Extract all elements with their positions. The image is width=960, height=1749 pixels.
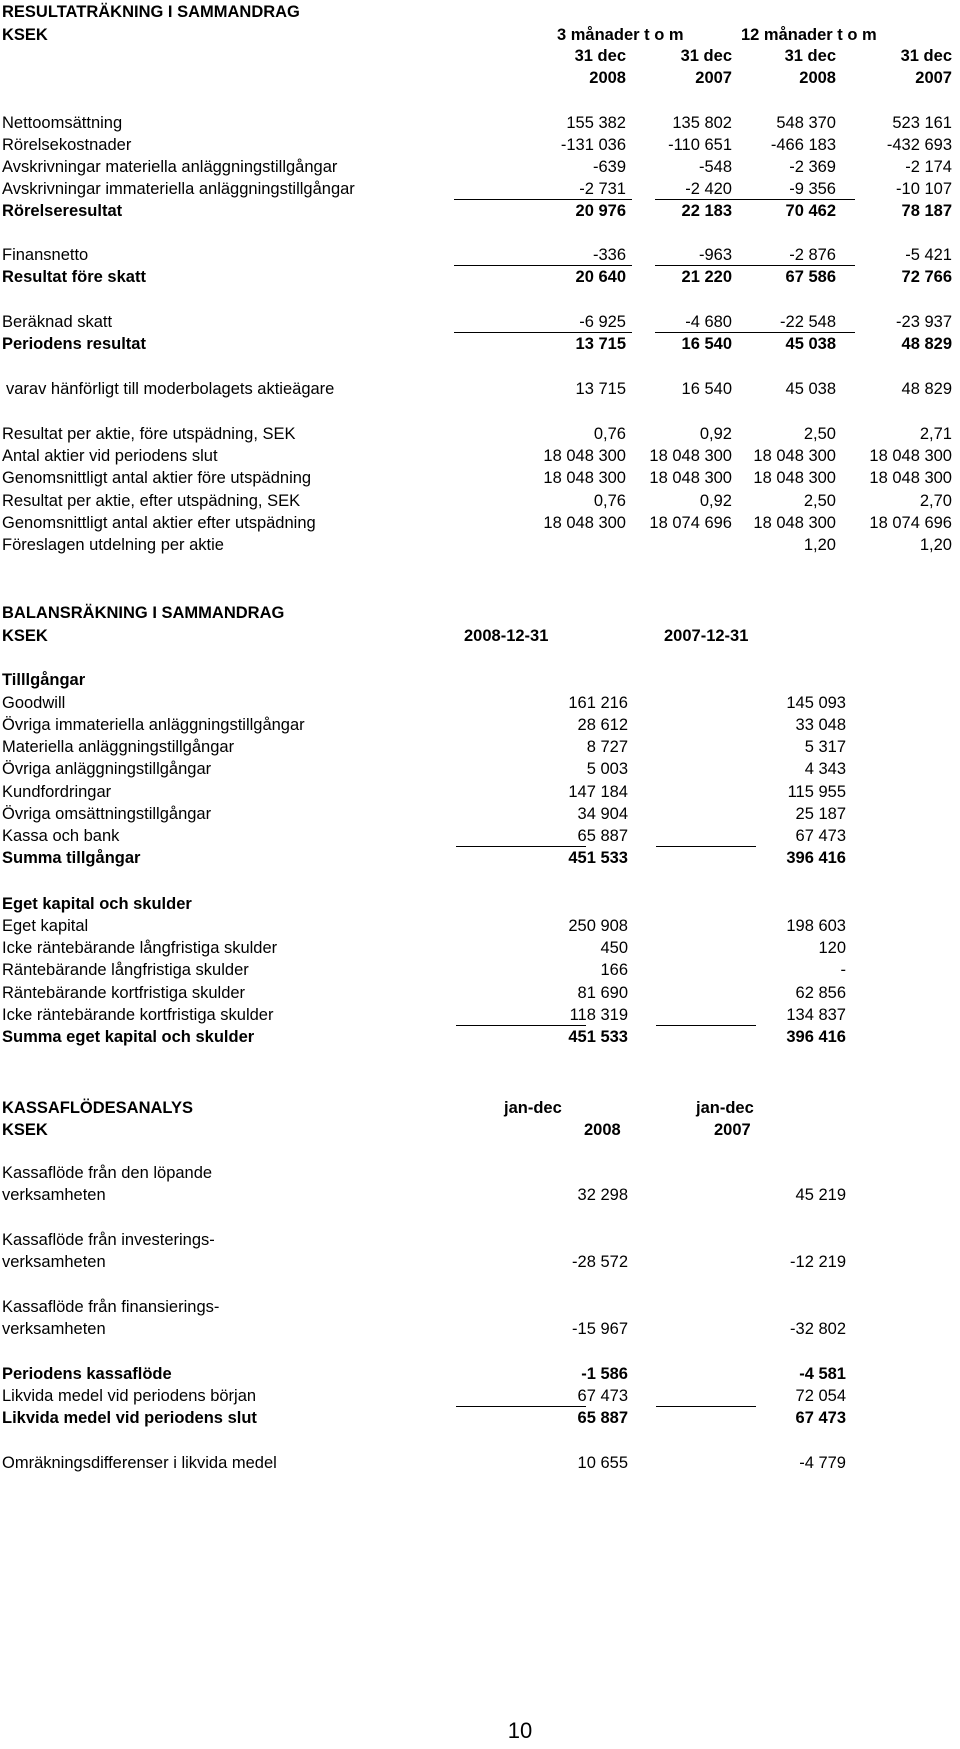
income-row bbox=[0, 378, 960, 400]
row-value: 13 715 bbox=[575, 380, 626, 398]
row-value: 145 093 bbox=[786, 694, 846, 712]
row-value: 118 319 bbox=[569, 1006, 628, 1024]
subtotal-line bbox=[655, 332, 855, 333]
cashflow-value: -28 572 bbox=[572, 1253, 628, 1271]
cashflow-value: -15 967 bbox=[572, 1320, 628, 1338]
row-value: 20 976 bbox=[575, 202, 626, 220]
year-header: 2007 bbox=[695, 69, 732, 87]
balance-row bbox=[0, 1004, 960, 1026]
income-row bbox=[0, 178, 960, 200]
row-label: Övriga anläggningstillgångar bbox=[2, 760, 212, 778]
row-value: -639 bbox=[592, 158, 626, 176]
cashflow-start-row bbox=[0, 1385, 960, 1407]
row-value: 18 048 300 bbox=[649, 447, 732, 465]
row-label: Kassa och bank bbox=[2, 827, 120, 845]
row-value: 48 829 bbox=[901, 380, 952, 398]
row-value: 18 074 696 bbox=[869, 514, 952, 532]
income-row bbox=[0, 311, 960, 333]
row-label: Icke räntebärande kortfristiga skulder bbox=[2, 1006, 274, 1024]
balance-unit: KSEK bbox=[2, 627, 48, 645]
cashflow-financing-row bbox=[0, 1318, 960, 1340]
row-value: 18 048 300 bbox=[543, 514, 626, 532]
row-label: Resultat per aktie, före utspädning, SEK bbox=[2, 425, 296, 443]
cashflow-fx-row bbox=[0, 1452, 960, 1474]
row-value: -548 bbox=[698, 158, 732, 176]
row-label: Övriga omsättningstillgångar bbox=[2, 805, 212, 823]
balance-total-row bbox=[0, 1026, 960, 1048]
row-value: 78 187 bbox=[901, 202, 952, 220]
row-value: 134 837 bbox=[786, 1006, 846, 1024]
row-label: Beräknad skatt bbox=[2, 313, 113, 331]
row-value: -110 651 bbox=[668, 136, 732, 154]
row-value: 396 416 bbox=[786, 1028, 846, 1046]
row-value: 155 382 bbox=[566, 114, 626, 132]
row-value: 120 bbox=[818, 939, 846, 957]
row-label: Rörelseresultat bbox=[2, 202, 123, 220]
row-value: 18 048 300 bbox=[753, 514, 836, 532]
row-value: 8 727 bbox=[586, 738, 628, 756]
row-value: 5 317 bbox=[804, 738, 846, 756]
income-row bbox=[0, 200, 960, 222]
balance-row bbox=[0, 692, 960, 714]
date-header: 31 dec bbox=[900, 47, 952, 65]
balance-row bbox=[0, 915, 960, 937]
row-value: 18 048 300 bbox=[869, 469, 952, 487]
row-value: -9 356 bbox=[789, 180, 836, 198]
row-label: Summa tillgångar bbox=[2, 849, 141, 867]
row-label: Summa eget kapital och skulder bbox=[2, 1028, 255, 1046]
date-header: 31 dec bbox=[680, 47, 732, 65]
cashflow-value: 10 655 bbox=[577, 1454, 628, 1472]
row-label: Antal aktier vid periodens slut bbox=[2, 447, 218, 465]
row-value: 0,76 bbox=[593, 425, 626, 443]
cashflow-value: -1 586 bbox=[581, 1365, 628, 1383]
row-label: Icke räntebärande långfristiga skulder bbox=[2, 939, 278, 957]
year-header: 2008 bbox=[799, 69, 836, 87]
row-value: -2 369 bbox=[789, 158, 836, 176]
income-row bbox=[0, 156, 960, 178]
row-value: -963 bbox=[698, 246, 732, 264]
row-value: 22 183 bbox=[681, 202, 732, 220]
balance-title: BALANSRÄKNING I SAMMANDRAG bbox=[2, 604, 285, 622]
subtotal-line bbox=[655, 199, 855, 200]
row-value: 1,20 bbox=[919, 536, 952, 554]
cashflow-label: Kassaflöde från den löpande bbox=[2, 1164, 213, 1182]
row-value: 18 048 300 bbox=[753, 447, 836, 465]
row-value: -10 107 bbox=[896, 180, 952, 198]
row-value: 18 048 300 bbox=[649, 469, 732, 487]
page-number: 10 bbox=[507, 1718, 533, 1743]
income-row bbox=[0, 266, 960, 288]
date-header: 31 dec bbox=[784, 47, 836, 65]
cashflow-value: 65 887 bbox=[577, 1409, 628, 1427]
row-value: 198 603 bbox=[786, 917, 846, 935]
row-label: Övriga immateriella anläggningstillgångar bbox=[2, 716, 305, 734]
income-unit: KSEK bbox=[2, 26, 48, 44]
cashflow-value: -32 802 bbox=[790, 1320, 846, 1338]
cashflow-col1-header-a: jan-dec bbox=[504, 1099, 562, 1117]
cashflow-value: -4 779 bbox=[799, 1454, 846, 1472]
cashflow-operating-line1 bbox=[0, 1162, 960, 1184]
cashflow-label: Kassaflöde från investerings- bbox=[2, 1231, 215, 1249]
cashflow-col2-header-b: 2007 bbox=[714, 1121, 751, 1139]
row-value: 65 887 bbox=[577, 827, 628, 845]
period-3m-header: 3 månader t o m bbox=[557, 26, 684, 44]
cashflow-financing-line1 bbox=[0, 1296, 960, 1318]
row-label: Resultat per aktie, efter utspädning, SEK bbox=[2, 492, 301, 510]
income-row bbox=[0, 333, 960, 355]
row-value: -432 693 bbox=[886, 136, 952, 154]
row-label: Goodwill bbox=[2, 694, 66, 712]
balance-row bbox=[0, 982, 960, 1004]
cashflow-label: Likvida medel vid periodens slut bbox=[2, 1409, 257, 1427]
row-value: -131 036 bbox=[560, 136, 626, 154]
cashflow-title: KASSAFLÖDESANALYS bbox=[2, 1099, 193, 1117]
row-label: Materiella anläggningstillgångar bbox=[2, 738, 235, 756]
row-value: 18 048 300 bbox=[543, 469, 626, 487]
income-row bbox=[0, 445, 960, 467]
balance-row bbox=[0, 959, 960, 981]
row-value: 25 187 bbox=[795, 805, 846, 823]
date-header-row bbox=[0, 45, 960, 67]
row-value: 18 074 696 bbox=[649, 514, 732, 532]
row-value: 18 048 300 bbox=[543, 447, 626, 465]
row-value: -2 420 bbox=[685, 180, 732, 198]
row-value: 451 533 bbox=[568, 849, 628, 867]
row-value: -5 421 bbox=[905, 246, 952, 264]
row-value: 45 038 bbox=[785, 380, 836, 398]
balance-col2-header: 2007-12-31 bbox=[664, 627, 749, 645]
row-value: -22 548 bbox=[780, 313, 836, 331]
row-value: 2,70 bbox=[919, 492, 952, 510]
row-label: Eget kapital bbox=[2, 917, 89, 935]
row-value: 70 462 bbox=[785, 202, 836, 220]
row-value: 5 003 bbox=[586, 760, 628, 778]
row-value: 161 216 bbox=[568, 694, 628, 712]
year-header-row bbox=[0, 67, 960, 89]
row-value: 18 048 300 bbox=[869, 447, 952, 465]
cashflow-period-row bbox=[0, 1363, 960, 1385]
cashflow-label: Periodens kassaflöde bbox=[2, 1365, 172, 1383]
cashflow-label: Likvida medel vid periodens början bbox=[2, 1387, 257, 1405]
row-value: 16 540 bbox=[681, 335, 732, 353]
income-title: RESULTATRÄKNING I SAMMANDRAG bbox=[2, 3, 300, 21]
balance-row bbox=[0, 758, 960, 780]
balance-row bbox=[0, 825, 960, 847]
cashflow-unit: KSEK bbox=[2, 1121, 48, 1139]
cashflow-value: -12 219 bbox=[790, 1253, 846, 1271]
cashflow-investing-line1 bbox=[0, 1229, 960, 1251]
balance-row bbox=[0, 803, 960, 825]
row-label: Avskrivningar materiella anläggningstillgångar bbox=[2, 158, 338, 176]
row-value: 20 640 bbox=[575, 268, 626, 286]
cashflow-value: -4 581 bbox=[799, 1365, 846, 1383]
row-value: -23 937 bbox=[896, 313, 952, 331]
row-value: 28 612 bbox=[577, 716, 628, 734]
row-value: 81 690 bbox=[577, 984, 628, 1002]
row-value: 13 715 bbox=[575, 335, 626, 353]
year-header: 2008 bbox=[589, 69, 626, 87]
row-value: 67 473 bbox=[795, 827, 846, 845]
assets-heading: Tilllgångar bbox=[2, 671, 86, 689]
row-value: 72 766 bbox=[901, 268, 952, 286]
row-value: 2,71 bbox=[919, 425, 952, 443]
row-value: 1,20 bbox=[803, 536, 836, 554]
row-value: 396 416 bbox=[786, 849, 846, 867]
row-value: 16 540 bbox=[681, 380, 732, 398]
row-label: Räntebärande kortfristiga skulder bbox=[2, 984, 246, 1002]
cashflow-col1-header-b: 2008 bbox=[584, 1121, 621, 1139]
row-label: Räntebärande långfristiga skulder bbox=[2, 961, 249, 979]
row-label: Resultat före skatt bbox=[2, 268, 146, 286]
cashflow-investing-row bbox=[0, 1251, 960, 1273]
cashflow-label: verksamheten bbox=[2, 1253, 106, 1271]
row-value: 67 586 bbox=[785, 268, 836, 286]
income-row bbox=[0, 512, 960, 534]
row-value: 250 908 bbox=[568, 917, 628, 935]
cashflow-value: 67 473 bbox=[795, 1409, 846, 1427]
row-label: Föreslagen utdelning per aktie bbox=[2, 536, 224, 554]
row-value: 548 370 bbox=[776, 114, 836, 132]
balance-row bbox=[0, 736, 960, 758]
row-value: 4 343 bbox=[804, 760, 846, 778]
balance-row bbox=[0, 781, 960, 803]
income-row bbox=[0, 244, 960, 266]
date-header: 31 dec bbox=[574, 47, 626, 65]
subtotal-line bbox=[454, 332, 632, 333]
row-label: Genomsnittligt antal aktier efter utspädning bbox=[2, 514, 316, 532]
balance-row bbox=[0, 714, 960, 736]
cashflow-value: 32 298 bbox=[577, 1186, 628, 1204]
balance-col1-header: 2008-12-31 bbox=[464, 627, 549, 645]
row-value: 45 038 bbox=[785, 335, 836, 353]
cashflow-label: Kassaflöde från finansierings- bbox=[2, 1298, 220, 1316]
row-value: 2,50 bbox=[803, 425, 836, 443]
row-label: Kundfordringar bbox=[2, 783, 112, 801]
cashflow-col2-header-a: jan-dec bbox=[696, 1099, 754, 1117]
cashflow-operating-row bbox=[0, 1184, 960, 1206]
cashflow-value: 72 054 bbox=[795, 1387, 846, 1405]
cashflow-label: verksamheten bbox=[2, 1186, 106, 1204]
row-value: 166 bbox=[600, 961, 628, 979]
row-value: 135 802 bbox=[672, 114, 732, 132]
row-value: 450 bbox=[600, 939, 628, 957]
row-value: 21 220 bbox=[681, 268, 732, 286]
cashflow-end-row bbox=[0, 1407, 960, 1429]
row-value: -336 bbox=[592, 246, 626, 264]
subtotal-line bbox=[655, 265, 855, 266]
income-row bbox=[0, 134, 960, 156]
row-value: -2 731 bbox=[579, 180, 626, 198]
row-label: Genomsnittligt antal aktier före utspädning bbox=[2, 469, 312, 487]
row-value: -4 680 bbox=[685, 313, 732, 331]
cashflow-label: verksamheten bbox=[2, 1320, 106, 1338]
income-row bbox=[0, 467, 960, 489]
balance-row bbox=[0, 937, 960, 959]
row-value: -2 876 bbox=[789, 246, 836, 264]
cashflow-value: 45 219 bbox=[795, 1186, 846, 1204]
row-value: -466 183 bbox=[770, 136, 836, 154]
income-row bbox=[0, 490, 960, 512]
row-value: 0,92 bbox=[699, 492, 732, 510]
row-value: - bbox=[840, 961, 846, 979]
row-value: 18 048 300 bbox=[753, 469, 836, 487]
cashflow-value: 67 473 bbox=[577, 1387, 628, 1405]
row-value: -2 174 bbox=[905, 158, 952, 176]
row-value: 115 955 bbox=[787, 783, 846, 801]
row-label: Avskrivningar immateriella anläggningstillgångar bbox=[2, 180, 355, 198]
row-value: 33 048 bbox=[795, 716, 846, 734]
period-12m-header: 12 månader t o m bbox=[741, 26, 877, 44]
year-header: 2007 bbox=[915, 69, 952, 87]
income-row bbox=[0, 534, 960, 556]
row-value: 34 904 bbox=[577, 805, 628, 823]
income-row bbox=[0, 423, 960, 445]
subtotal-line bbox=[454, 265, 632, 266]
row-label: Finansnetto bbox=[2, 246, 89, 264]
row-value: 147 184 bbox=[568, 783, 628, 801]
row-value: 0,76 bbox=[593, 492, 626, 510]
income-row bbox=[0, 112, 960, 134]
row-label: Nettoomsättning bbox=[2, 114, 123, 132]
row-value: 48 829 bbox=[901, 335, 952, 353]
row-value: 62 856 bbox=[795, 984, 846, 1002]
row-label: Periodens resultat bbox=[2, 335, 146, 353]
row-label: varav hänförligt till moderbolagets aktieägare bbox=[6, 380, 335, 398]
liabilities-heading: Eget kapital och skulder bbox=[2, 895, 192, 913]
row-value: 523 161 bbox=[892, 114, 952, 132]
row-value: 0,92 bbox=[699, 425, 732, 443]
balance-total-row bbox=[0, 847, 960, 869]
row-value: 2,50 bbox=[803, 492, 836, 510]
row-value: 451 533 bbox=[568, 1028, 628, 1046]
row-value: -6 925 bbox=[579, 313, 626, 331]
subtotal-line bbox=[454, 199, 632, 200]
row-label: Rörelsekostnader bbox=[2, 136, 132, 154]
cashflow-label: Omräkningsdifferenser i likvida medel bbox=[2, 1454, 277, 1472]
